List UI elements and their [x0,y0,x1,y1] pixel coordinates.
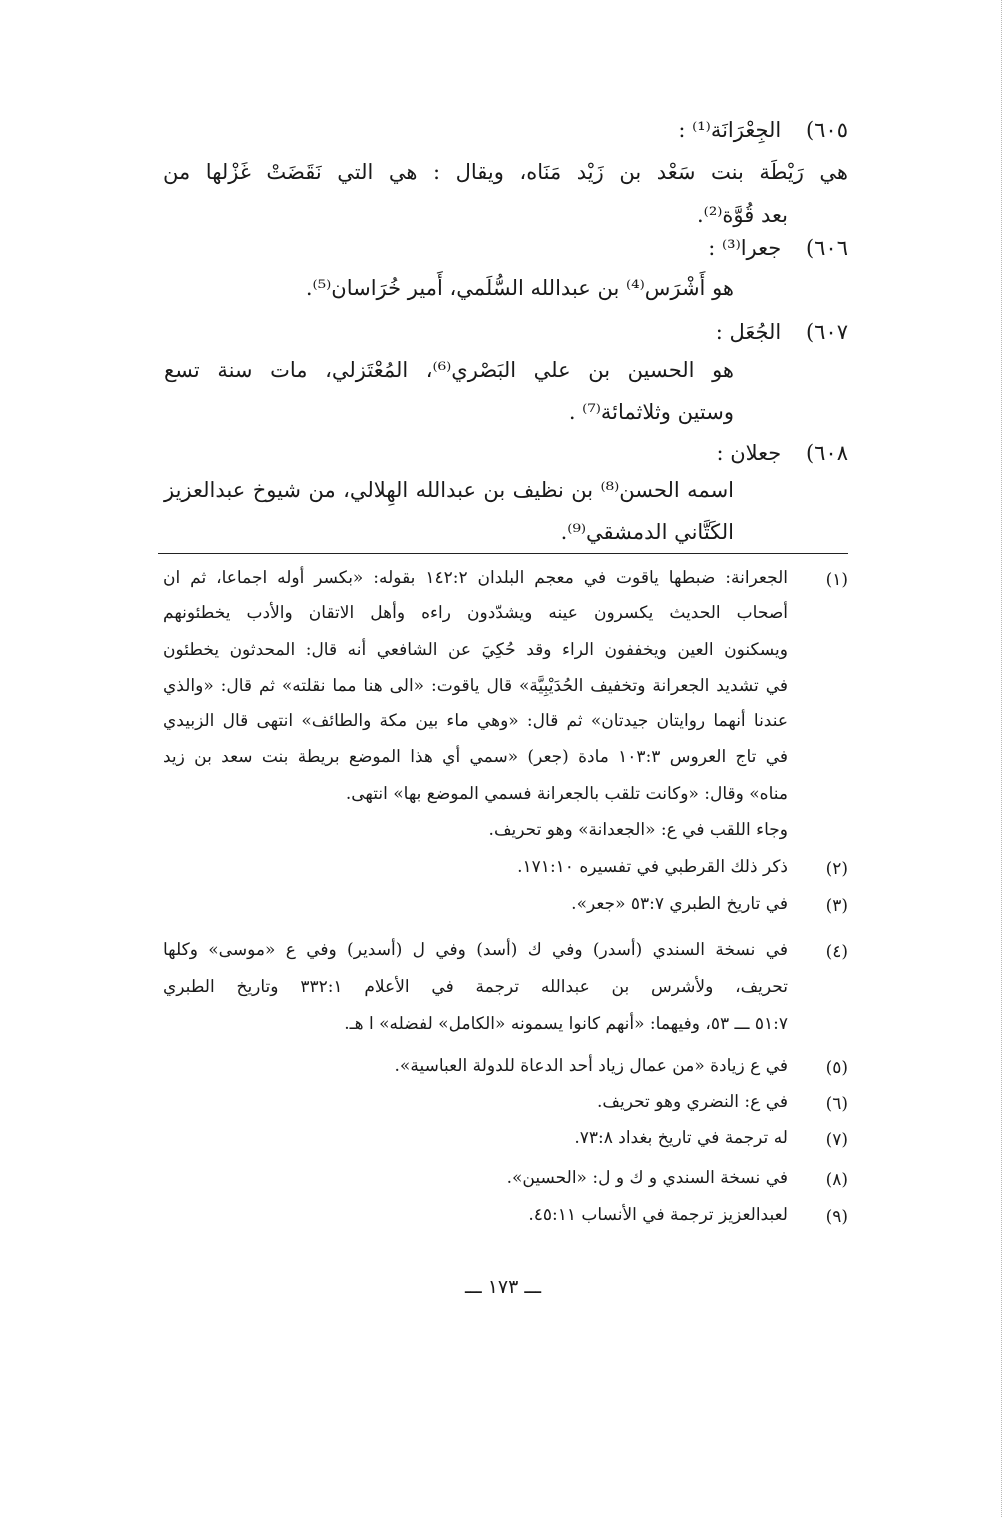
entry-605-number: ٦٠٥) [805,118,848,142]
entry-606-number: ٦٠٦) [805,236,848,260]
footnote-2-line-1: ذكر ذلك القرطبي في تفسيره ١٧١:١٠. [517,857,788,877]
footnote-1-line-3: ويسكنون العين ويخففون الراء وقد حُكِيَ عن الشافعي أنه قال: المحدثون يخطئون [163,640,788,660]
footnote-7-line-1: له ترجمة في تاريخ بغداد ٧٣:٨. [574,1128,788,1148]
entry-607-number: ٦٠٧) [805,320,848,344]
footnote-4-line-2: تحريف، ولأشرس بن عبدالله ترجمة في الأعلام ٣٣٢:١ وتاريخ الطبري [163,977,788,997]
footnote-8-number: (٨) [825,1170,848,1190]
footnote-separator [158,553,848,554]
footnote-4-number: (٤) [825,942,848,962]
entry-605-line-1: هي رَيْطَة بنت سَعْد بن زَيْد مَنَاه، ويقال : هي التي نَقَضَتْ غَزْلها من [163,160,848,184]
entry-607-line-1: هو الحسين بن علي البَصْري⁽⁶⁾، المُعْتَزلي، مات سنة تسع [164,358,734,382]
entry-606-title: جعرا⁽³⁾ : [708,236,782,260]
entry-608-line-1: اسمه الحسن⁽⁸⁾ بن نظيف بن عبدالله الهِلالي، من شيوخ عبدالعزيز [164,478,734,502]
entry-608-heading [716,441,848,465]
footnote-6-line-1: في ع: النضري وهو تحريف. [596,1092,788,1112]
entry-605-title: الجِعْرَانَة⁽¹⁾ : [678,118,782,142]
footnote-4-line-1: في نسخة السندي (أسدر) وفي ك (أسد) وفي ل (أسدير) وفي ع «موسى» وكلها [163,940,788,960]
entry-607-heading [716,320,848,344]
footnote-6-number: (٦) [825,1094,848,1114]
entry-606-heading [708,236,848,260]
footnote-1-line-4: في تشديد الجعرانة وتخفيف الحُدَيْبِيَّة» قال ياقوت: «الى هنا مما نقلته» ثم قال: «والذي [163,676,788,696]
entry-605-line-2: بعد قُوَّة⁽²⁾. [697,203,788,227]
footnote-1-line-5: عندنا أنهما روايتان جيدتان» ثم قال: «وهي ماء بين مكة والطائف» انتهى قال الزبيدي [163,711,788,731]
footnote-2-number: (٢) [825,859,848,879]
footnote-1-line-2: أصحاب الحديث يكسرون عينه ويشدّدون راءه وأهل الاتقان والأدب يخطئونهم [163,603,788,623]
entry-607-line-2: وستين وثلاثمائة⁽⁷⁾ . [568,400,734,424]
footnote-1-line-1: الجعرانة: ضبطها ياقوت في معجم البلدان ١٤٢:٢ بقوله: «بكسر أوله اجماعا، ثم ان [163,568,788,588]
footnote-3-number: (٣) [825,896,848,916]
entry-607-title: الجُعَل : [715,320,782,344]
footnote-1-line-8: وجاء اللقب في ع: «الجعدانة» وهو تحريف. [488,820,788,840]
entry-606-line-1: هو أَشْرَس⁽⁴⁾ بن عبدالله السُّلَمي، أَمير خُرَاسان⁽⁵⁾. [305,276,734,300]
footnote-4-line-3: ٥١:٧ ـــ ٥٣، وفيهما: «أنهم كانوا يسمونه «الكامل» لفضله» ا هـ. [344,1014,788,1034]
page-number: ـــ ١٧٣ ـــ [464,1276,542,1298]
entry-608-line-2: الكَتَّاني الدمشقي⁽⁹⁾. [560,520,734,544]
footnote-1-line-6: في تاج العروس ١٠٣:٣ مادة (جعر) «سمي أي هذا الموضع بريطة بنت سعد بن زيد [163,747,788,767]
entry-608-title: جعلان : [716,441,782,465]
entry-605-heading [678,118,848,142]
footnote-9-line-1: لعبدالعزيز ترجمة في الأنساب ٤٥:١١. [528,1205,788,1225]
footnote-3-line-1: في تاريخ الطبري ٥٣:٧ «جعر». [571,894,788,914]
footnote-5-line-1: في ع زيادة «من عمال زياد أحد الدعاة للدولة العباسية». [394,1056,788,1076]
footnote-5-number: (٥) [825,1058,848,1078]
footnote-1-line-7: مناه» وقال: «وكانت تلقب بالجعرانة فسمي الموضع بها» انتهى. [345,784,788,804]
footnote-8-line-1: في نسخة السندي و ك و ل: «الحسين». [506,1168,788,1188]
footnote-9-number: (٩) [825,1207,848,1227]
footnote-1-number: (١) [825,570,848,590]
footnote-7-number: (٧) [825,1130,848,1150]
entry-608-number: ٦٠٨) [805,441,848,465]
